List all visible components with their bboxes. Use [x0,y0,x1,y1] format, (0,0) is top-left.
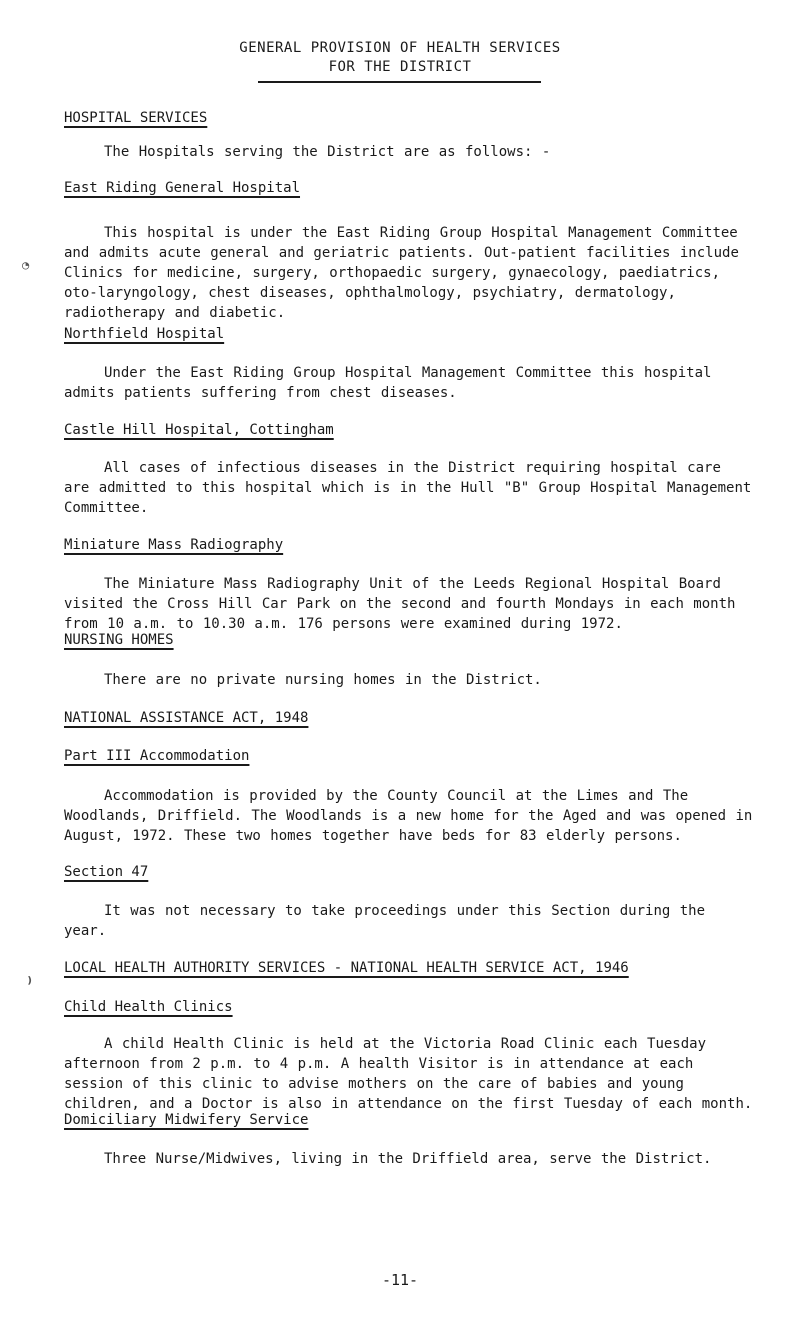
section-47-text: It was not necessary to take proceedings under this Section during the year. [64,903,706,939]
part-three-text: Accommodation is provided by the County Council at the Limes and The Woodlands, Driffield. The Woodlands is a new home for the Aged and was opened in August, 1972. These two homes together have beds for 83 elderly persons. [64,788,753,844]
page-title: GENERAL PROVISION OF HEALTH SERVICES [239,40,561,56]
east-riding-text: This hospital is under the East Riding Group Hospital Management Committee and admits acute general and geriatric patients. Out-patient facilities include Clinics for medicine, surgery, orthopaedic surgery, gynaecology, paediatrics, oto-laryngology, chest diseases, ophthalmology, psychiatry, dermatology, radiotherapy and diabetic. [64,225,739,321]
heading-part-three: Part III Accommodation [64,748,250,764]
heading-hospital-services: HOSPITAL SERVICES [64,110,208,126]
hospital-services-intro: The Hospitals serving the District are as follows: - [104,144,551,160]
heading-east-riding: East Riding General Hospital [64,180,301,196]
margin-bracket-icon: ◔ [22,258,30,272]
heading-midwifery: Domiciliary Midwifery Service [64,1112,309,1128]
heading-nursing-homes: NURSING HOMES [64,632,174,648]
heading-northfield: Northfield Hospital [64,326,225,342]
radiography-text: The Miniature Mass Radiography Unit of the Leeds Regional Hospital Board visited the Cross Hill Car Park on the second and fourth Mondays in each month from 10 a.m. to 10.30 a.m. 176 persons were examined during 1972. [64,576,736,632]
heading-national-assistance: NATIONAL ASSISTANCE ACT, 1948 [64,710,309,726]
nursing-homes-text: There are no private nursing homes in the District. [104,672,542,688]
page-subtitle: FOR THE DISTRICT [328,59,472,75]
midwifery-text: Three Nurse/Midwives, living in the Driffield area, serve the District. [104,1151,712,1167]
heading-local-health: LOCAL HEALTH AUTHORITY SERVICES - NATIONAL HEALTH SERVICE ACT, 1946 [64,960,629,976]
northfield-text: Under the East Riding Group Hospital Management Committee this hospital admits patients suffering from chest diseases. [64,365,712,401]
heading-castle-hill: Castle Hill Hospital, Cottingham [64,422,334,438]
heading-child-health: Child Health Clinics [64,999,233,1015]
margin-bracket-icon: ❫ [26,973,34,987]
heading-section-47: Section 47 [64,864,149,880]
title-rule [258,81,541,83]
child-health-text: A child Health Clinic is held at the Victoria Road Clinic each Tuesday afternoon from 2 p.m. to 4 p.m. A health Visitor is in attendance at each session of this clinic to advise mothers on the care of babies and young children, and a Doctor is also in attendance on the first Tuesday of each month. [64,1036,753,1112]
heading-radiography: Miniature Mass Radiography [64,537,284,553]
castle-hill-text: All cases of infectious diseases in the District requiring hospital care are admitted to this hospital which is in the Hull "B" Group Hospital Management Committee. [64,460,752,516]
page-number: -11- [381,1271,419,1289]
